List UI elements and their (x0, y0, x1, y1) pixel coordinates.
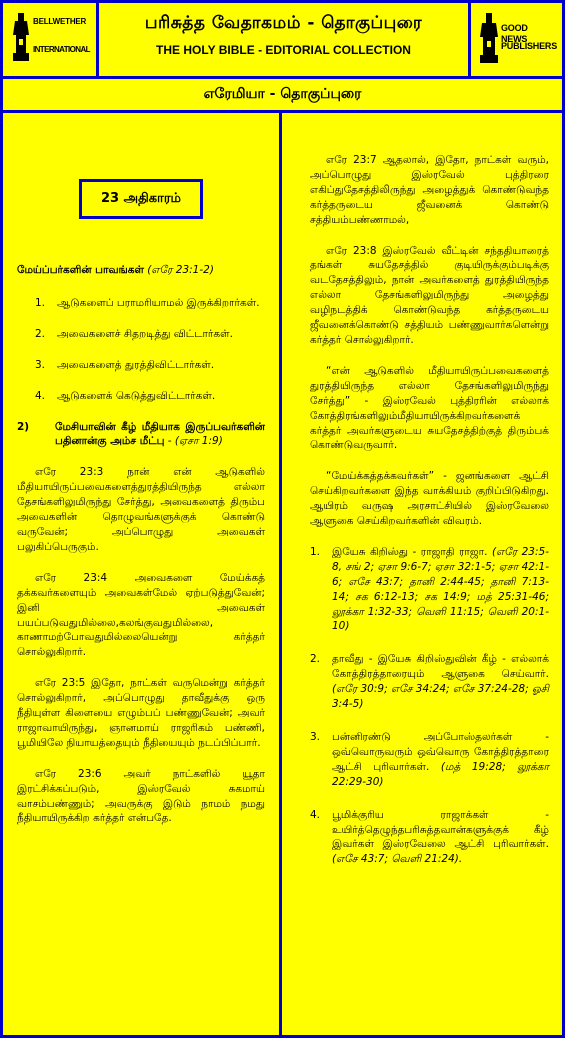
list-item (298, 808, 549, 868)
list-item-ref: (எரே 30:9; எசே 34:24; எசே 37:24-28; ஓசி 3:4-5) (332, 683, 550, 711)
tower-icon (479, 11, 499, 67)
list-item-text: இயேசு கிறிஸ்து - ராஜாதி ராஜா. (332, 545, 488, 558)
verse-paragraph: எரே 23:3 நான் என் ஆடுகளில் மீதியாயிருப்பவைகளைத்துரத்தியிருந்த எல்லா தேசங்களிலுமிருந்து சேர்த்து, அவைகளைத் திரும்ப அவைகளின் தொழுவங்களுக்குக் கொண்டு வருவேன்; அப்பொழுது அவைகள் பலுகிப்பெருகும். (17, 466, 265, 553)
list-item-text: ஆடுகளைக் கெடுத்துவிட்டார்கள். (57, 389, 216, 402)
list-item-number: 4. (35, 389, 46, 402)
section2-heading (17, 420, 265, 450)
list-item (298, 652, 549, 712)
list-item (17, 389, 265, 404)
verse-paragraph: எரே 23:8 இஸ்ரவேல் வீட்டின் சந்ததியாரைத் தங்கள் சுயதேசத்தில் குடியிருக்கும்படிக்கு வடதேசத்திலும், நான் அவர்களைத் துரத்தியிருந்த எல்லா தேசங்களிலுமிருந்து அழைத்து வழிநடத்திக் கொண்டுவந்த கர்த்தருடைய ஜீவனைக்கொண்டு சத்தியம் பண்ணுவார்களென்று கர்த்தர் சொல்லுகிறார். (310, 244, 549, 346)
list-item (298, 545, 549, 634)
commentary-paragraph: “என் ஆடுகளில் மீதியாயிருப்பவைகளைத் துரத்தியிருந்த எல்லா தேசங்களிலுமிருந்து சேர்த்து” - இஸ்ரவேல் புத்திரரின் எல்லாக் கோத்திரங்களிலும்மீதியாயிருக்கிறவர்களைக் கர்த்தர் அவர்களுடைய சுயதேசத்திற்குத் திரும்பக் கொண்டுவருவார். (310, 364, 549, 452)
list-item-text: பன்னிரண்டு அப்போஸ்தலர்கள் - ஒவ்வொருவரும் ஒவ்வொரு கோத்திரத்தாரை ஆட்சி புரிவார்கள். (332, 731, 549, 773)
list-item-number: 2. (310, 653, 321, 666)
list-item-ref: (மத் 19:28; லூக்கா 22:29-30) (332, 760, 549, 788)
list-item-number: 4. (310, 808, 321, 821)
right-logo-line-1: GOOD NEWS (501, 23, 528, 44)
verse-paragraph: எரே 23:6 அவர் நாட்களில் யூதா இரட்சிக்கப்படும், இஸ்ரவேல் சுகமாய் வாசம்பண்ணும்; அவருக்கு இடும் நாமம் நமது நீதியாயிருக்கிற கர்த்தர் என்பதே. (17, 767, 265, 825)
list-item-text: ஆடுகளைப் பராமரியாமல் இருக்கிறார்கள். (57, 296, 260, 309)
list-item (17, 327, 265, 342)
tamil-title: பரிசுத்த வேதாகமம் - தொகுப்புரை (144, 13, 423, 33)
list-item-text: தாவீது - இயேசு கிறிஸ்துவின் கீழ் - எல்லாக் கோத்திரத்தாரையும் ஆளுகை செய்வார். (332, 653, 549, 681)
list-item-text: அவைகளைச் சிதறடித்து விட்டார்கள். (57, 327, 233, 340)
section1-ref: (எரே 23:1-2) (147, 264, 214, 276)
book-subheading: எரேமியா - தொகுப்புரை (3, 79, 562, 113)
bell-tower-icon (11, 11, 31, 67)
right-logo-line-2: PUBLISHERS (501, 41, 558, 51)
verse-paragraph: எரே 23:7 ஆதலால், இதோ, நாட்கள் வரும், அப்பொழுது இஸ்ரவேல் புத்திரரை எகிப்துதேசத்திலிருந்து அழைத்துக் கொண்டுவந்த கர்த்தருடைய ஜீவனைக் கொண்டு சத்தியம்பண்ணாமல், (310, 154, 549, 226)
section2-ref: - (ஏசா 1:9) (164, 435, 223, 448)
chapter-label: 23 அதிகாரம் (79, 179, 203, 219)
rulers-list (298, 545, 549, 867)
list-item-ref: (எசே 43:7; வெளி 21:24). (332, 853, 463, 866)
list-item-number: 1. (35, 296, 46, 309)
english-title: THE HOLY BIBLE - EDITORIAL COLLECTION (156, 43, 411, 58)
left-logo-line-2: INTERNATIONAL (33, 45, 90, 54)
verse-paragraph: எரே 23:5 இதோ, நாட்கள் வருமென்று கர்த்தர் சொல்லுகிறார், அப்பொழுது தாவீதுக்கு ஒரு நீதியுள்ள கிளையை எழும்பப் பண்ணுவேன்; அவர் ராஜாவாயிருந்து, ஞானமாய் ராஜரிகம் பண்ணி, பூமியிலே நியாயத்தையும் நீதியையும் நடப்பிப்பார். (17, 677, 265, 749)
list-item-text: பூமிக்குரிய ராஜாக்கள் - உயிர்த்தெழுந்தபரிசுத்தவான்களுக்குக் கீழ் இவர்கள் இஸ்ரவேலை ஆட்சி புரிவார்கள். (332, 808, 549, 851)
section1-heading (17, 263, 265, 278)
title-block (99, 3, 468, 76)
verse-paragraph: எரே 23:4 அவைகளை மேய்க்கத் தக்கவர்களையும் அவைகள்மேல் ஏற்படுத்துவேன்; இனி அவைகள் பயப்படுவதுமில்லை,கலங்குவதுமில்லை, காணாமற்போவதுமில்லையென்று கர்த்தர் சொல்லுகிறார். (17, 571, 265, 659)
list-item-number: 2. (35, 327, 46, 340)
bellwether-logo (3, 3, 99, 76)
list-item-number: 1. (310, 545, 321, 558)
list-item-ref: (எரே 23:5-8, சங் 2; ஏசா 9:6-7; ஏசா 32:1-5; ஏசா 42:1-6; எசே 43:7; தானி 2:44-45; தானி 7:13-14; சக 6:12-13; சக 14:9; மத் 25:31-46; லூக்கா 1:32-33; வெளி 11:15; வெளி 20:1-10) (332, 545, 549, 633)
section1-title: மேய்ப்பர்களின் பாவங்கள் (17, 264, 144, 276)
left-logo-line-1: BELLWETHER (33, 17, 87, 26)
right-column (285, 113, 562, 1035)
list-item (17, 358, 265, 373)
list-item-number: 3. (35, 358, 46, 371)
header (3, 3, 562, 79)
list-item (298, 730, 549, 790)
list-item-text: அவைகளைத் துரத்திவிட்டார்கள். (57, 358, 215, 371)
commentary-paragraph: “மேய்க்கத்தக்கவர்கள்” - ஜனங்களை ஆட்சி செய்கிறவர்களை இந்த வாக்கியம் குறிப்பிடுகிறது. ஆயிரம் வருஷ அரசாட்சியில் இஸ்ரவேலை ஆளுகை செய்கிறவர்களின் விவரம். (310, 470, 549, 528)
list-item-number: 3. (310, 731, 321, 743)
left-column (3, 113, 282, 1035)
list-item (17, 296, 265, 311)
section1-list (17, 296, 265, 404)
good-news-logo (468, 3, 562, 76)
section2-number: 2) (17, 420, 30, 433)
section2-title: மேசியாவின் கீழ் மீதியாக இருப்பவர்களின் பதினான்கு அம்ச மீட்பு (55, 420, 265, 448)
